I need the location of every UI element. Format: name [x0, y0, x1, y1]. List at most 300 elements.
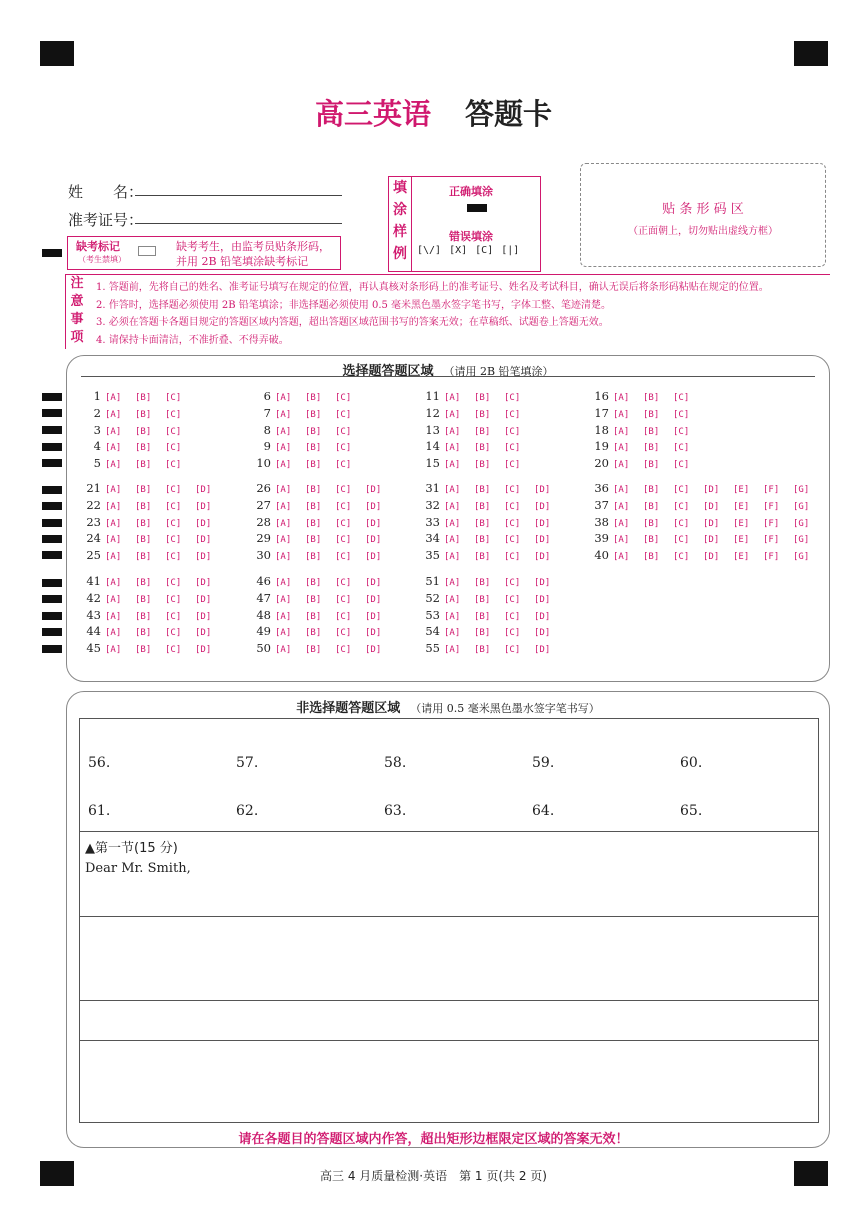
answer-bubble[interactable]: [A]: [613, 460, 630, 470]
answer-bubble[interactable]: [C]: [165, 578, 182, 588]
answer-bubble[interactable]: [D]: [365, 628, 382, 639]
name-field[interactable]: [135, 195, 342, 196]
answer-bubble[interactable]: [C]: [165, 443, 182, 454]
title-subject: 高三英语: [314, 97, 431, 131]
question-8: [253, 423, 365, 438]
answer-bubble[interactable]: [C]: [165, 594, 182, 605]
answer-bubble[interactable]: [C]: [335, 645, 352, 655]
answer-bubble[interactable]: [B]: [135, 518, 152, 529]
answer-bubble[interactable]: [D]: [534, 485, 551, 495]
answer-bubble[interactable]: [B]: [643, 518, 660, 529]
answer-bubble[interactable]: [G]: [793, 501, 810, 512]
answer-bubble[interactable]: [D]: [534, 518, 551, 529]
answer-bubble[interactable]: [B]: [135, 535, 152, 546]
answer-bubble[interactable]: [C]: [504, 552, 521, 562]
answer-bubble[interactable]: [F]: [763, 518, 780, 529]
question-number: 55: [425, 641, 440, 655]
answer-bubble[interactable]: [A]: [105, 611, 122, 622]
question-38: [591, 515, 823, 530]
answer-bubble[interactable]: [A]: [444, 611, 461, 622]
answer-bubble[interactable]: [A]: [613, 393, 630, 403]
question-number: 28: [256, 514, 271, 529]
answer-bubble[interactable]: [A]: [105, 535, 122, 546]
question-12: [422, 406, 534, 421]
answer-bubble[interactable]: [A]: [613, 426, 630, 437]
answer-bubble[interactable]: [B]: [135, 443, 152, 454]
answer-bubble[interactable]: [D]: [365, 645, 382, 655]
answer-bubble[interactable]: [C]: [673, 443, 690, 454]
question-number: 25: [86, 548, 101, 562]
answer-bubble[interactable]: [A]: [613, 409, 630, 420]
question-5: [83, 456, 195, 471]
question-number: 51: [425, 574, 440, 588]
question-11: [422, 389, 534, 404]
answer-bubble[interactable]: [B]: [643, 552, 660, 562]
question-7: [253, 406, 365, 421]
answer-bubble[interactable]: [B]: [305, 501, 322, 512]
answer-bubble[interactable]: [A]: [275, 628, 292, 639]
answer-bubble[interactable]: [A]: [105, 501, 122, 512]
answer-bubble[interactable]: [C]: [504, 443, 521, 454]
answer-bubble[interactable]: [B]: [474, 552, 491, 562]
answer-bubble[interactable]: [D]: [365, 594, 382, 605]
answer-bubble[interactable]: [E]: [733, 552, 750, 562]
answer-bubble[interactable]: [C]: [673, 393, 690, 403]
timing-mark: [42, 535, 62, 543]
answer-bubble[interactable]: [B]: [305, 485, 322, 495]
answer-bubble[interactable]: [A]: [275, 426, 292, 437]
question-23: [83, 515, 225, 530]
answer-bubble[interactable]: [C]: [504, 611, 521, 622]
answer-bubble[interactable]: [D]: [703, 485, 720, 495]
question-number: 18: [594, 422, 609, 437]
question-number: 35: [425, 548, 440, 562]
answer-bubble[interactable]: [C]: [165, 518, 182, 529]
question-number: 44: [86, 624, 101, 639]
question-53: [422, 608, 564, 623]
answer-bubble[interactable]: [B]: [474, 628, 491, 639]
answer-bubble[interactable]: [C]: [673, 535, 690, 546]
answer-bubble[interactable]: [C]: [335, 594, 352, 605]
corner-mark-top-right: [794, 41, 828, 66]
answer-bubble[interactable]: [B]: [643, 501, 660, 512]
answer-bubble[interactable]: [A]: [444, 628, 461, 639]
answer-bubble[interactable]: [G]: [793, 535, 810, 546]
answer-bubble[interactable]: [D]: [534, 552, 551, 562]
answer-bubble[interactable]: [C]: [504, 409, 521, 420]
answer-bubble[interactable]: [A]: [275, 578, 292, 588]
answer-bubble[interactable]: [A]: [444, 501, 461, 512]
answer-bubble[interactable]: [A]: [275, 552, 292, 562]
question-number: 22: [86, 497, 101, 512]
answer-bubble[interactable]: [C]: [165, 485, 182, 495]
barcode-area[interactable]: [580, 163, 826, 267]
answer-bubble[interactable]: [A]: [275, 443, 292, 454]
answer-bubble[interactable]: [E]: [733, 501, 750, 512]
answer-bubble[interactable]: [A]: [613, 443, 630, 454]
answer-bubble[interactable]: [D]: [195, 594, 212, 605]
answer-bubble[interactable]: [A]: [105, 409, 122, 420]
fill-number: 64.: [532, 803, 555, 819]
answer-bubble[interactable]: [B]: [474, 409, 491, 420]
answer-bubble[interactable]: [C]: [335, 443, 352, 454]
answer-bubble[interactable]: [B]: [474, 393, 491, 403]
question-number: 47: [256, 590, 271, 605]
question-number: 13: [425, 422, 440, 437]
answer-bubble[interactable]: [A]: [275, 460, 292, 470]
question-number: 50: [256, 641, 271, 655]
writing-line: [80, 1040, 818, 1041]
answer-bubble[interactable]: [A]: [105, 594, 122, 605]
question-42: [83, 591, 225, 606]
absent-text-2: 并用 2B 铅笔填涂缺考标记: [176, 255, 309, 268]
timing-mark: [42, 393, 62, 401]
answer-bubble[interactable]: [C]: [335, 611, 352, 622]
answer-bubble[interactable]: [A]: [275, 393, 292, 403]
question-number: 15: [425, 456, 440, 470]
answer-bubble[interactable]: [A]: [613, 501, 630, 512]
answer-bubble[interactable]: [C]: [504, 393, 521, 403]
answer-bubble[interactable]: [C]: [335, 628, 352, 639]
answer-bubble[interactable]: [D]: [195, 611, 212, 622]
answer-bubble[interactable]: [F]: [763, 552, 780, 562]
answer-bubble[interactable]: [A]: [105, 443, 122, 454]
answer-bubble[interactable]: [A]: [613, 535, 630, 546]
answer-bubble[interactable]: [D]: [195, 552, 212, 562]
answer-bubble[interactable]: [C]: [504, 645, 521, 655]
answer-bubble[interactable]: [C]: [335, 460, 352, 470]
answer-bubble[interactable]: [C]: [165, 393, 182, 403]
answer-bubble[interactable]: [C]: [504, 628, 521, 639]
answer-bubble[interactable]: [C]: [504, 535, 521, 546]
answer-bubble[interactable]: [C]: [335, 518, 352, 529]
answer-bubble[interactable]: [D]: [365, 535, 382, 546]
answer-bubble[interactable]: [B]: [643, 443, 660, 454]
question-47: [253, 591, 395, 606]
title-card: 答题卡: [465, 97, 553, 131]
answer-bubble[interactable]: [D]: [195, 518, 212, 529]
answer-bubble[interactable]: [D]: [534, 535, 551, 546]
answer-bubble[interactable]: [D]: [703, 535, 720, 546]
answer-bubble[interactable]: [B]: [135, 460, 152, 470]
answer-bubble[interactable]: [G]: [793, 485, 810, 495]
answer-bubble[interactable]: [C]: [335, 426, 352, 437]
answer-bubble[interactable]: [A]: [105, 485, 122, 495]
answer-bubble[interactable]: [A]: [275, 645, 292, 655]
question-18: [591, 423, 703, 438]
answer-bubble[interactable]: [C]: [504, 460, 521, 470]
answer-bubble[interactable]: [D]: [703, 552, 720, 562]
answer-bubble[interactable]: [A]: [105, 460, 122, 470]
fill-sample-side: 填 涂 样 例: [389, 177, 412, 271]
answer-bubble[interactable]: [A]: [444, 645, 461, 655]
answer-bubble[interactable]: [B]: [474, 501, 491, 512]
answer-bubble[interactable]: [B]: [474, 578, 491, 588]
timing-mark: [42, 595, 62, 603]
answer-bubble[interactable]: [C]: [504, 485, 521, 495]
fill-number: 57.: [236, 755, 259, 771]
answer-bubble[interactable]: [C]: [165, 552, 182, 562]
answer-bubble[interactable]: [B]: [474, 426, 491, 437]
answer-bubble[interactable]: [C]: [335, 409, 352, 420]
answer-bubble[interactable]: [C]: [165, 409, 182, 420]
question-50: [253, 641, 395, 656]
answer-bubble[interactable]: [A]: [105, 628, 122, 639]
answer-bubble[interactable]: [A]: [444, 426, 461, 437]
answer-bubble[interactable]: [D]: [534, 578, 551, 588]
question-number: 16: [594, 389, 609, 403]
answer-bubble[interactable]: [A]: [275, 501, 292, 512]
answer-bubble[interactable]: [B]: [305, 518, 322, 529]
answer-bubble[interactable]: [A]: [105, 426, 122, 437]
page-footer: 高三 4 月质量检测·英语 第 1 页(共 2 页): [320, 1169, 547, 1183]
answer-bubble[interactable]: [G]: [793, 552, 810, 562]
answer-bubble[interactable]: [B]: [305, 393, 322, 403]
question-number: 41: [86, 574, 101, 588]
answer-bubble[interactable]: [C]: [165, 426, 182, 437]
answer-bubble[interactable]: [A]: [444, 594, 461, 605]
notice-box: [65, 274, 830, 349]
question-37: [591, 498, 823, 513]
question-24: [83, 531, 225, 546]
answer-bubble[interactable]: [C]: [335, 485, 352, 495]
answer-bubble[interactable]: [D]: [534, 628, 551, 639]
answer-bubble[interactable]: [D]: [534, 645, 551, 655]
answer-bubble[interactable]: [B]: [643, 426, 660, 437]
answer-bubble[interactable]: [C]: [165, 628, 182, 639]
question-39: [591, 531, 823, 546]
answer-bubble[interactable]: [D]: [195, 578, 212, 588]
answer-bubble[interactable]: [B]: [474, 518, 491, 529]
answer-bubble[interactable]: [A]: [613, 485, 630, 495]
letter-greeting: Dear Mr. Smith,: [85, 861, 191, 876]
answer-bubble[interactable]: [A]: [444, 443, 461, 454]
answer-bubble[interactable]: [A]: [275, 594, 292, 605]
question-number: 2: [93, 405, 101, 420]
answer-bubble[interactable]: [A]: [275, 409, 292, 420]
answer-bubble[interactable]: [C]: [165, 460, 182, 470]
answer-bubble[interactable]: [A]: [444, 409, 461, 420]
answer-bubble[interactable]: [D]: [534, 594, 551, 605]
answer-bubble[interactable]: [B]: [643, 485, 660, 495]
answer-bubble[interactable]: [B]: [643, 393, 660, 403]
answer-bubble[interactable]: [F]: [763, 485, 780, 495]
timing-mark: [42, 249, 62, 257]
answer-bubble[interactable]: [C]: [673, 501, 690, 512]
question-14: [422, 439, 534, 454]
answer-bubble[interactable]: [E]: [733, 518, 750, 529]
answer-bubble[interactable]: [B]: [135, 645, 152, 655]
answer-bubble[interactable]: [B]: [643, 409, 660, 420]
answer-bubble[interactable]: [C]: [504, 578, 521, 588]
answer-bubble[interactable]: [C]: [335, 578, 352, 588]
answer-bubble[interactable]: [A]: [444, 578, 461, 588]
answer-bubble[interactable]: [B]: [643, 535, 660, 546]
answer-bubble[interactable]: [A]: [444, 535, 461, 546]
answer-bubble[interactable]: [A]: [105, 645, 122, 655]
absent-sub: （考生禁填）: [78, 255, 126, 264]
answer-bubble[interactable]: [B]: [305, 443, 322, 454]
question-number: 53: [425, 607, 440, 622]
answer-bubble[interactable]: [C]: [504, 501, 521, 512]
answer-bubble[interactable]: [B]: [474, 460, 491, 470]
answer-bubble[interactable]: [C]: [504, 426, 521, 437]
answer-bubble[interactable]: [F]: [763, 501, 780, 512]
absent-text-1: 缺考考生，由监考员贴条形码，: [176, 240, 330, 253]
question-41: [83, 574, 225, 589]
answer-bubble[interactable]: [C]: [673, 460, 690, 470]
answer-bubble[interactable]: [C]: [165, 645, 182, 655]
answer-bubble[interactable]: [A]: [275, 485, 292, 495]
answer-bubble[interactable]: [D]: [365, 611, 382, 622]
answer-bubble[interactable]: [C]: [673, 426, 690, 437]
question-32: [422, 498, 564, 513]
question-number: 7: [263, 405, 271, 420]
answer-bubble[interactable]: [B]: [135, 578, 152, 588]
timing-mark: [42, 579, 62, 587]
answer-bubble[interactable]: [A]: [444, 460, 461, 470]
question-number: 48: [256, 607, 271, 622]
answer-bubble[interactable]: [B]: [474, 645, 491, 655]
answer-bubble[interactable]: [B]: [474, 594, 491, 605]
question-number: 34: [425, 531, 440, 546]
fill-number: 60.: [680, 755, 703, 771]
answer-frame: [79, 718, 819, 1123]
answer-bubble[interactable]: [C]: [335, 535, 352, 546]
question-number: 37: [594, 497, 609, 512]
answer-bubble[interactable]: [C]: [673, 485, 690, 495]
question-number: 46: [256, 574, 271, 588]
answer-bubble[interactable]: [B]: [135, 594, 152, 605]
answer-bubble[interactable]: [D]: [365, 501, 382, 512]
answer-bubble[interactable]: [G]: [793, 518, 810, 529]
answer-bubble[interactable]: [D]: [703, 501, 720, 512]
answer-bubble[interactable]: [A]: [444, 485, 461, 495]
answer-bubble[interactable]: [A]: [444, 393, 461, 403]
writing-line: [80, 1000, 818, 1001]
answer-bubble[interactable]: [D]: [534, 611, 551, 622]
answer-bubble[interactable]: [A]: [275, 535, 292, 546]
answer-bubble[interactable]: [B]: [474, 535, 491, 546]
question-26: [253, 481, 395, 496]
answer-bubble[interactable]: [D]: [195, 645, 212, 655]
answer-bubble[interactable]: [C]: [165, 535, 182, 546]
answer-bubble[interactable]: [D]: [365, 552, 382, 562]
answer-bubble[interactable]: [B]: [135, 628, 152, 639]
answer-bubble[interactable]: [E]: [733, 535, 750, 546]
answer-bubble[interactable]: [D]: [703, 518, 720, 529]
answer-bubble[interactable]: [A]: [613, 552, 630, 562]
question-number: 29: [256, 531, 271, 546]
answer-bubble[interactable]: [B]: [305, 628, 322, 639]
answer-bubble[interactable]: [B]: [474, 611, 491, 622]
answer-bubble[interactable]: [A]: [613, 518, 630, 529]
question-number: 52: [425, 590, 440, 605]
page-title: [0, 92, 867, 133]
answer-bubble[interactable]: [B]: [135, 409, 152, 420]
answer-bubble[interactable]: [C]: [335, 552, 352, 562]
notice-item: 3. 必须在答题卡各题目规定的答题区域内答题，超出答题区域范围书写的答案无效；在草稿纸、试题卷上答题无效。: [96, 317, 609, 328]
answer-bubble[interactable]: [A]: [275, 611, 292, 622]
question-25: [83, 548, 225, 563]
answer-bubble[interactable]: [C]: [335, 393, 352, 403]
answer-bubble[interactable]: [A]: [444, 518, 461, 529]
absent-checkbox[interactable]: [138, 246, 156, 256]
warning-text: 请在各题目的答题区域内作答，超出矩形边框限定区域的答案无效！: [238, 1132, 629, 1147]
answer-bubble[interactable]: [C]: [335, 501, 352, 512]
answer-bubble[interactable]: [C]: [504, 594, 521, 605]
answer-bubble[interactable]: [D]: [195, 628, 212, 639]
answer-bubble[interactable]: [B]: [305, 535, 322, 546]
answer-bubble[interactable]: [C]: [165, 611, 182, 622]
answer-bubble[interactable]: [A]: [105, 552, 122, 562]
answer-bubble[interactable]: [B]: [643, 460, 660, 470]
answer-bubble[interactable]: [B]: [305, 460, 322, 470]
answer-bubble[interactable]: [B]: [305, 594, 322, 605]
question-number: 40: [594, 548, 609, 562]
fill-number: 62.: [236, 803, 259, 819]
notice-items: [96, 279, 769, 349]
answer-bubble[interactable]: [B]: [305, 552, 322, 562]
answer-bubble[interactable]: [B]: [305, 578, 322, 588]
answer-bubble[interactable]: [C]: [673, 409, 690, 420]
answer-bubble[interactable]: [B]: [135, 501, 152, 512]
answer-bubble[interactable]: [A]: [105, 393, 122, 403]
answer-bubble[interactable]: [D]: [195, 501, 212, 512]
answer-bubble[interactable]: [F]: [763, 535, 780, 546]
answer-bubble[interactable]: [B]: [474, 485, 491, 495]
question-51: [422, 574, 564, 589]
question-16: [591, 389, 703, 404]
answer-bubble[interactable]: [C]: [504, 518, 521, 529]
absent-mark-box: [67, 236, 341, 270]
answer-bubble[interactable]: [C]: [673, 518, 690, 529]
answer-bubble[interactable]: [B]: [135, 611, 152, 622]
answer-bubble[interactable]: [C]: [673, 552, 690, 562]
answer-bubble[interactable]: [B]: [135, 485, 152, 495]
question-19: [591, 439, 703, 454]
answer-bubble[interactable]: [E]: [733, 485, 750, 495]
answer-bubble[interactable]: [B]: [305, 409, 322, 420]
answer-bubble[interactable]: [B]: [305, 645, 322, 655]
answer-bubble[interactable]: [A]: [444, 552, 461, 562]
answer-bubble[interactable]: [A]: [105, 578, 122, 588]
answer-bubble[interactable]: [B]: [135, 393, 152, 403]
answer-bubble[interactable]: [B]: [305, 611, 322, 622]
answer-bubble[interactable]: [B]: [135, 426, 152, 437]
answer-bubble[interactable]: [D]: [365, 485, 382, 495]
timing-mark: [42, 551, 62, 559]
answer-bubble[interactable]: [A]: [275, 518, 292, 529]
answer-bubble[interactable]: [B]: [135, 552, 152, 562]
barcode-note: （正面朝上，切勿贴出虚线方框）: [628, 226, 778, 237]
answer-bubble[interactable]: [A]: [105, 518, 122, 529]
answer-bubble[interactable]: [D]: [365, 518, 382, 529]
notice-side: 注 意 事 项: [70, 276, 84, 345]
answer-bubble[interactable]: [D]: [534, 501, 551, 512]
timing-mark: [42, 612, 62, 620]
answer-bubble[interactable]: [B]: [305, 426, 322, 437]
answer-bubble[interactable]: [D]: [195, 535, 212, 546]
answer-bubble[interactable]: [C]: [165, 501, 182, 512]
timing-mark: [42, 502, 62, 510]
answer-bubble[interactable]: [D]: [195, 485, 212, 495]
answer-bubble[interactable]: [B]: [474, 443, 491, 454]
question-34: [422, 531, 564, 546]
id-field[interactable]: [135, 223, 342, 224]
answer-bubble[interactable]: [D]: [365, 578, 382, 588]
question-35: [422, 548, 564, 563]
